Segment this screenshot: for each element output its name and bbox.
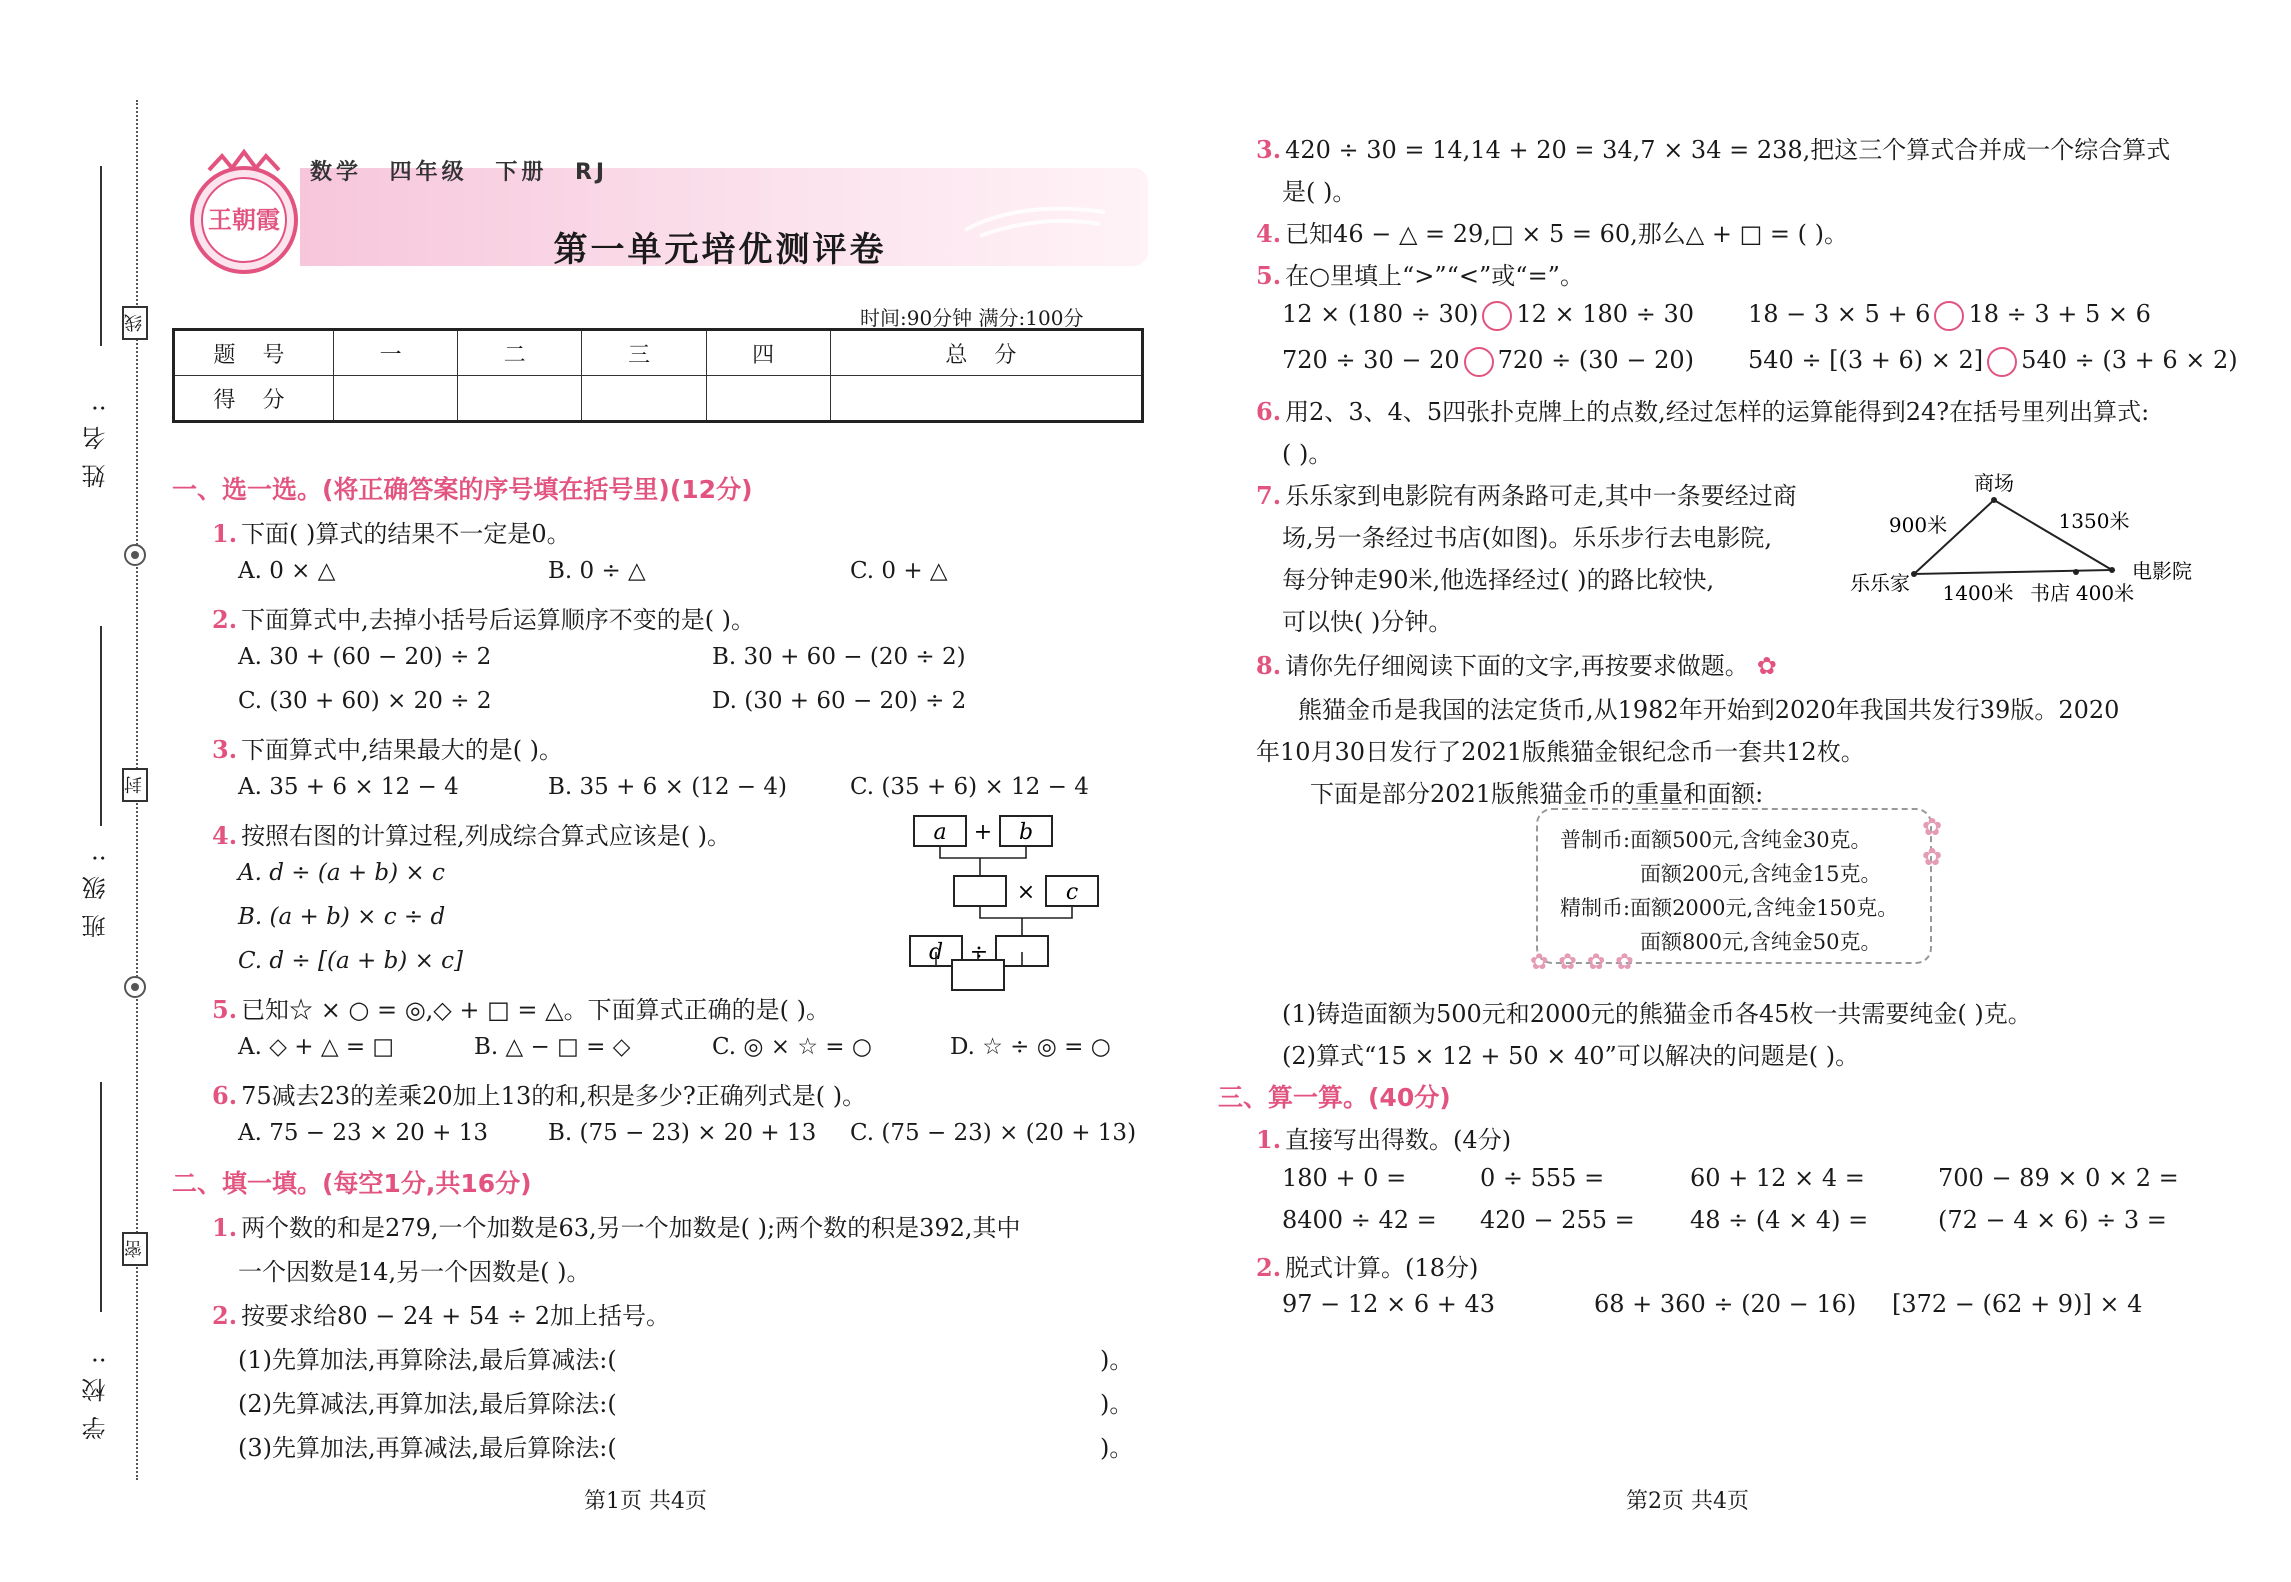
step-calc: 68 + 360 ÷ (20 − 16)	[1594, 1290, 1857, 1318]
section2-title: 二、填一填。(每空1分,共16分)	[172, 1169, 532, 1198]
svg-text:1350米: 1350米	[2058, 509, 2130, 533]
q2-8-p2: 年10月30日发行了2021版熊猫金银纪念币一套共12枚。	[1256, 738, 1865, 766]
svg-text:b: b	[1018, 820, 1034, 845]
table-cell: 题 号	[174, 330, 334, 376]
q2-3: 3. 420 ÷ 30 = 14,14 + 20 = 34,7 × 34 = 238,把这三个算式合并成一个综合算式	[1256, 135, 2171, 164]
table-cell: 三	[582, 330, 706, 376]
option-b: B. (a + b) × c ÷ d	[238, 904, 446, 930]
coin-line-3: 精制币:面额2000元,含纯金150克。	[1560, 896, 1899, 920]
flower-icon: ✿	[1756, 652, 1777, 680]
option-a: A. 35 + 6 × 12 − 4	[238, 774, 459, 800]
route-map-diagram	[1850, 470, 2210, 610]
table-cell: 一	[334, 330, 458, 376]
table-cell: 总 分	[830, 330, 1142, 376]
svg-text:×: ×	[1016, 880, 1036, 905]
q2-2-s2-close: )。	[1100, 1390, 1134, 1418]
q1-5: 5. 已知☆ × ○ = ◎,◇ + □ = △。下面算式正确的是( )。	[212, 995, 830, 1024]
compare-circle[interactable]	[1464, 347, 1494, 377]
svg-text:900米: 900米	[1888, 513, 1948, 537]
q2-8-p3: 下面是部分2021版熊猫金币的重量和面额:	[1310, 780, 1764, 808]
oral-calc: 8400 ÷ 42 =	[1282, 1206, 1437, 1234]
table-cell: 二	[458, 330, 582, 376]
option-c: C. 0 + △	[850, 558, 948, 584]
binding-strip	[0, 0, 150, 1582]
box-sum	[954, 876, 1006, 906]
oral-calc: 420 − 255 =	[1480, 1206, 1635, 1234]
compare-circle[interactable]	[1934, 301, 1964, 331]
section3-title: 三、算一算。(40分)	[1218, 1083, 1451, 1112]
table-row	[174, 376, 1143, 422]
subject-tags: 数学 四年级 下册 RJ	[310, 160, 609, 185]
name-rule	[100, 166, 102, 346]
option-c: C. (75 − 23) × (20 + 13)	[850, 1120, 1137, 1146]
option-b: B. △ − □ = ◇	[474, 1034, 631, 1060]
q2-2-s1-close: )。	[1100, 1346, 1134, 1374]
q2-2-s3: (3)先算加法,再算减法,最后算除法:(	[238, 1434, 617, 1462]
coin-line-1: 普制币:面额500元,含纯金30克。	[1560, 828, 1872, 852]
score-table	[172, 328, 1144, 423]
q2-7-l4: 可以快( )分钟。	[1282, 608, 1453, 636]
score-cell[interactable]	[334, 376, 458, 422]
brand-logo-icon	[174, 148, 314, 278]
section1-title: 一、选一选。(将正确答案的序号填在括号里)(12分)	[172, 475, 753, 504]
svg-text:c: c	[1065, 880, 1079, 905]
q2-6-cont: ( )。	[1282, 440, 1333, 468]
class-rule	[100, 626, 102, 826]
blossom-decoration-icon: ✿✿✿✿	[1530, 950, 1644, 975]
q2-8-s2: (2)算式“15 × 12 + 50 × 40”可以解决的问题是( )。	[1282, 1042, 1860, 1070]
option-d: D. (30 + 60 − 20) ÷ 2	[712, 688, 967, 714]
table-cell: 得 分	[174, 376, 334, 422]
q2-2: 2. 按要求给80 − 24 + 54 ÷ 2加上括号。	[212, 1301, 671, 1330]
q2-8-s1: (1)铸造面额为500元和2000元的熊猫金币各45枚一共需要纯金( )克。	[1282, 1000, 2032, 1028]
option-a: A. 0 × △	[238, 558, 336, 584]
option-c: C. (30 + 60) × 20 ÷ 2	[238, 688, 492, 714]
coin-line-2: 面额200元,含纯金15克。	[1640, 862, 1882, 886]
svg-text:a: a	[933, 820, 947, 845]
option-a: A. d ÷ (a + b) × c	[238, 860, 445, 886]
page-number-left: 第1页 共4页	[584, 1489, 707, 1514]
binding-hole	[124, 544, 146, 566]
score-cell[interactable]	[458, 376, 582, 422]
q2-8: 8. 请你先仔细阅读下面的文字,再按要求做题。 ✿	[1256, 651, 1777, 680]
q2-1-cont: 一个因数是14,另一个因数是( )。	[238, 1258, 591, 1286]
page-title: 第一单元培优测评卷	[553, 230, 887, 270]
svg-text:400米: 400米	[2075, 581, 2135, 605]
q3-2: 2. 脱式计算。(18分)	[1256, 1253, 1479, 1282]
option-c: C. ◎ × ☆ = ○	[712, 1034, 872, 1060]
class-label: 班级:	[82, 840, 110, 939]
q2-8-p1: 熊猫金币是我国的法定货币,从1982年开始到2020年我国共发行39版。2020	[1298, 696, 2120, 724]
seal-xian: 线	[122, 306, 148, 340]
compare-circle[interactable]	[1482, 301, 1512, 331]
time-info: 时间:90分钟 满分:100分	[860, 306, 1084, 330]
oral-calc: 180 + 0 =	[1282, 1164, 1407, 1192]
q3-1: 1. 直接写出得数。(4分)	[1256, 1125, 1512, 1154]
q1-1: 1. 下面( )算式的结果不一定是0。	[212, 519, 571, 548]
q2-7-l2: 场,另一条经过书店(如图)。乐乐步行去电影院,	[1282, 524, 1772, 552]
step-calc: 97 − 12 × 6 + 43	[1282, 1290, 1495, 1318]
q1-3: 3. 下面算式中,结果最大的是( )。	[212, 735, 564, 764]
option-b: B. (75 − 23) × 20 + 13	[548, 1120, 817, 1146]
school-rule	[100, 1082, 102, 1312]
q2-3-cont: 是( )。	[1282, 178, 1357, 206]
q2-7-l3: 每分钟走90米,他选择经过( )的路比较快,	[1282, 566, 1715, 594]
svg-text:+: +	[973, 820, 993, 845]
q1-4: 4. 按照右图的计算过程,列成综合算式应该是( )。	[212, 821, 732, 850]
option-a: A. ◇ + △ = □	[238, 1034, 395, 1060]
blossom-decoration-icon: ✿ ✿	[1922, 813, 1943, 871]
oral-calc: 60 + 12 × 4 =	[1690, 1164, 1865, 1192]
option-b: B. 35 + 6 × (12 − 4)	[548, 774, 787, 800]
score-cell[interactable]	[830, 376, 1142, 422]
seal-feng: 封	[122, 768, 148, 802]
compare-4: 540 ÷ [(3 + 6) × 2] 540 ÷ (3 + 6 × 2)	[1748, 346, 2238, 377]
svg-text:1400米: 1400米	[1942, 581, 2014, 605]
q2-6: 6. 用2、3、4、5四张扑克牌上的点数,经过怎样的运算能得到24?在括号里列出算式:	[1256, 397, 2150, 426]
oral-calc: 48 ÷ (4 × 4) =	[1690, 1206, 1869, 1234]
name-label: 姓名:	[82, 390, 110, 489]
step-calc: [372 − (62 + 9)] × 4	[1892, 1290, 2143, 1318]
school-label: 学校:	[82, 1342, 110, 1441]
coin-line-4: 面额800元,含纯金50克。	[1640, 930, 1882, 954]
score-cell[interactable]	[706, 376, 830, 422]
option-a: A. 30 + (60 − 20) ÷ 2	[238, 644, 492, 670]
compare-2: 18 − 3 × 5 + 6 18 ÷ 3 + 5 × 6	[1748, 300, 2151, 331]
option-b: B. 0 ÷ △	[548, 558, 646, 584]
option-b: B. 30 + 60 − (20 ÷ 2)	[712, 644, 966, 670]
option-a: A. 75 − 23 × 20 + 13	[238, 1120, 488, 1146]
q2-7: 7. 乐乐家到电影院有两条路可走,其中一条要经过商	[1256, 481, 1797, 510]
table-cell: 四	[706, 330, 830, 376]
svg-text:d: d	[928, 940, 944, 965]
oral-calc: (72 − 4 × 6) ÷ 3 =	[1938, 1206, 2167, 1234]
q2-2-s1: (1)先算加法,再算除法,最后算减法:(	[238, 1346, 617, 1374]
q2-4: 4. 已知46 − △ = 29,□ × 5 = 60,那么△ + □ = ( )。	[1256, 219, 1849, 248]
q1-6: 6. 75减去23的差乘20加上13的和,积是多少?正确列式是( )。	[212, 1081, 867, 1110]
page-number-right: 第2页 共4页	[1626, 1489, 1749, 1514]
option-c: C. (35 + 6) × 12 − 4	[850, 774, 1089, 800]
svg-text:商场: 商场	[1974, 471, 2014, 495]
option-d: D. ☆ ÷ ◎ = ○	[950, 1034, 1111, 1060]
compare-1: 12 × (180 ÷ 30) 12 × 180 ÷ 30	[1282, 300, 1694, 331]
q2-2-s3-close: )。	[1100, 1434, 1134, 1462]
q2-5: 5. 在○里填上“>”“<”或“=”。	[1256, 261, 1584, 290]
compare-circle[interactable]	[1987, 347, 2017, 377]
q2-1: 1. 两个数的和是279,一个加数是63,另一个加数是( );两个数的积是392,其中	[212, 1213, 1021, 1242]
svg-text:÷: ÷	[969, 940, 989, 965]
score-cell[interactable]	[582, 376, 706, 422]
svg-text:电影院: 电影院	[2132, 559, 2192, 583]
oral-calc: 700 − 89 × 0 × 2 =	[1938, 1164, 2179, 1192]
svg-text:书店: 书店	[2030, 581, 2070, 605]
q1-2: 2. 下面算式中,去掉小括号后运算顺序不变的是( )。	[212, 605, 756, 634]
oral-calc: 0 ÷ 555 =	[1480, 1164, 1605, 1192]
binding-hole	[124, 976, 146, 998]
compare-3: 720 ÷ 30 − 20 720 ÷ (30 − 20)	[1282, 346, 1694, 377]
svg-text:王朝霞: 王朝霞	[208, 205, 280, 234]
q2-2-s2: (2)先算减法,再算加法,最后算除法:(	[238, 1390, 617, 1418]
calc-flow-diagram	[900, 808, 1120, 998]
svg-text:乐乐家: 乐乐家	[1850, 571, 1910, 595]
option-c: C. d ÷ [(a + b) × c]	[238, 948, 464, 974]
table-row	[174, 330, 1143, 376]
seal-mi: 密	[122, 1232, 148, 1266]
